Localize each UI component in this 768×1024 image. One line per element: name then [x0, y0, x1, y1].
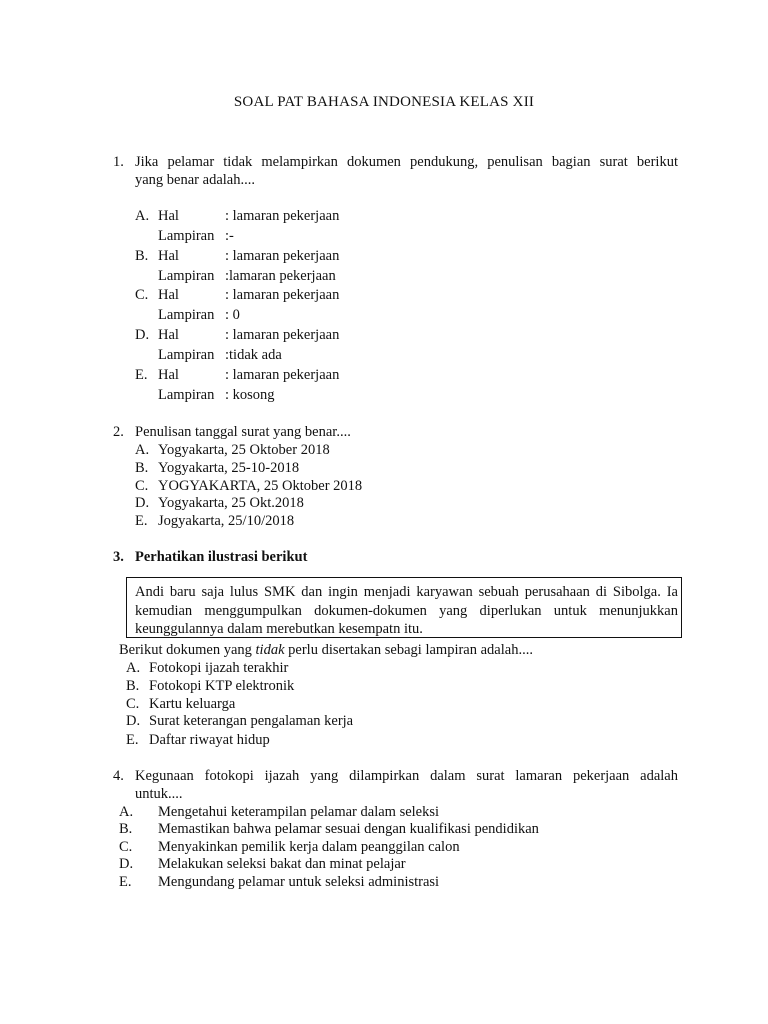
question-3-text-before: Berikut dokumen yang — [119, 642, 256, 658]
question-1-text-line-2: yang benar adalah.... — [135, 172, 255, 188]
q1-option-e-lampiran-label: Lampiran — [158, 387, 215, 403]
question-4-number: 4. — [113, 768, 124, 784]
q3-option-b-letter: B. — [126, 678, 140, 694]
q1-option-e-hal-label: Hal — [158, 367, 179, 383]
q3-option-a-text: Fotokopi ijazah terakhir — [149, 660, 289, 676]
q1-option-b-hal-value: : lamaran pekerjaan — [225, 248, 340, 264]
q1-option-a-lampiran-value: :- — [225, 228, 234, 244]
q3-option-c-text: Kartu keluarga — [149, 696, 236, 712]
q1-option-b-hal-label: Hal — [158, 248, 179, 264]
page-title: SOAL PAT BAHASA INDONESIA KELAS XII — [233, 94, 535, 110]
question-1-number: 1. — [113, 154, 124, 170]
q4-option-c-letter: C. — [119, 839, 133, 855]
q3-option-d-letter: D. — [126, 713, 141, 729]
q4-option-d-letter: D. — [119, 856, 134, 872]
illustration-line-2: kemudian menggumpulkan dokumen-dokumen yang diperlukan untuk menunjukkan — [135, 603, 678, 619]
q2-option-e-text: Jogyakarta, 25/10/2018 — [158, 513, 295, 529]
q1-option-a-lampiran-label: Lampiran — [158, 228, 215, 244]
q1-option-c-hal-label: Hal — [158, 287, 179, 303]
question-3-text — [119, 641, 533, 659]
q1-option-b-letter: B. — [135, 248, 149, 264]
q2-option-a-text: Yogyakarta, 25 Oktober 2018 — [158, 442, 330, 458]
question-3-text-italic: tidak — [255, 642, 285, 658]
q4-option-d-text: Melakukan seleksi bakat dan minat pelajar — [158, 856, 406, 872]
q4-option-a-letter: A. — [119, 804, 134, 820]
q2-option-c-letter: C. — [135, 478, 149, 494]
question-3-heading: Perhatikan ilustrasi berikut — [135, 549, 308, 565]
illustration-line-1: Andi baru saja lulus SMK dan ingin menjadi karyawan sebuah perusahaan di Sibolga. Ia — [135, 584, 678, 600]
q3-option-c-letter: C. — [126, 696, 140, 712]
q1-option-d-lampiran-label: Lampiran — [158, 347, 215, 363]
q1-option-d-hal-label: Hal — [158, 327, 179, 343]
q4-option-b-text: Memastikan bahwa pelamar sesuai dengan kualifikasi pendidikan — [158, 821, 539, 837]
question-4-text-line-1: Kegunaan fotokopi ijazah yang dilampirkan dalam surat lamaran pekerjaan adalah — [135, 768, 678, 784]
question-3-number: 3. — [113, 549, 124, 565]
q1-option-d-lampiran-value: :tidak ada — [225, 347, 282, 363]
question-3-text-after: perlu disertakan sebagi lampiran adalah.... — [284, 642, 533, 658]
q2-option-e-letter: E. — [135, 513, 148, 529]
q1-option-c-letter: C. — [135, 287, 149, 303]
q1-option-a-letter: A. — [135, 208, 150, 224]
q4-option-a-text: Mengetahui keterampilan pelamar dalam seleksi — [158, 804, 440, 820]
q2-option-b-text: Yogyakarta, 25-10-2018 — [158, 460, 300, 476]
question-4-text-line-2: untuk.... — [135, 786, 183, 802]
q2-option-a-letter: A. — [135, 442, 150, 458]
q2-option-b-letter: B. — [135, 460, 149, 476]
q1-option-e-letter: E. — [135, 367, 148, 383]
q3-option-d-text: Surat keterangan pengalaman kerja — [149, 713, 354, 729]
q4-option-e-text: Mengundang pelamar untuk seleksi administrasi — [158, 874, 440, 890]
q1-option-d-letter: D. — [135, 327, 150, 343]
q1-option-b-lampiran-value: :lamaran pekerjaan — [225, 268, 336, 284]
q3-option-a-letter: A. — [126, 660, 141, 676]
q2-option-d-text: Yogyakarta, 25 Okt.2018 — [158, 495, 304, 511]
q2-option-c-text: YOGYAKARTA, 25 Oktober 2018 — [158, 478, 363, 494]
q3-option-e-letter: E. — [126, 732, 139, 748]
q4-option-c-text: Menyakinkan pemilik kerja dalam peanggilan calon — [158, 839, 460, 855]
q1-option-e-lampiran-value: : kosong — [225, 387, 275, 403]
q1-option-b-lampiran-label: Lampiran — [158, 268, 215, 284]
q4-option-b-letter: B. — [119, 821, 133, 837]
q1-option-a-hal-label: Hal — [158, 208, 179, 224]
question-1-text-line-1: Jika pelamar tidak melampirkan dokumen pendukung, penulisan bagian surat berikut — [135, 154, 678, 170]
q1-option-d-hal-value: : lamaran pekerjaan — [225, 327, 340, 343]
q2-option-d-letter: D. — [135, 495, 150, 511]
q1-option-a-hal-value: : lamaran pekerjaan — [225, 208, 340, 224]
question-2-number: 2. — [113, 424, 124, 440]
q1-option-c-lampiran-label: Lampiran — [158, 307, 215, 323]
q3-option-b-text: Fotokopi KTP elektronik — [149, 678, 295, 694]
q1-option-c-hal-value: : lamaran pekerjaan — [225, 287, 340, 303]
q1-option-c-lampiran-value: : 0 — [225, 307, 240, 323]
q3-option-e-text: Daftar riwayat hidup — [149, 732, 270, 748]
q1-option-e-hal-value: : lamaran pekerjaan — [225, 367, 340, 383]
question-2-text: Penulisan tanggal surat yang benar.... — [135, 424, 351, 440]
q4-option-e-letter: E. — [119, 874, 132, 890]
illustration-line-3: keunggulannya dalam merebutkan kesempatn itu. — [135, 621, 423, 637]
